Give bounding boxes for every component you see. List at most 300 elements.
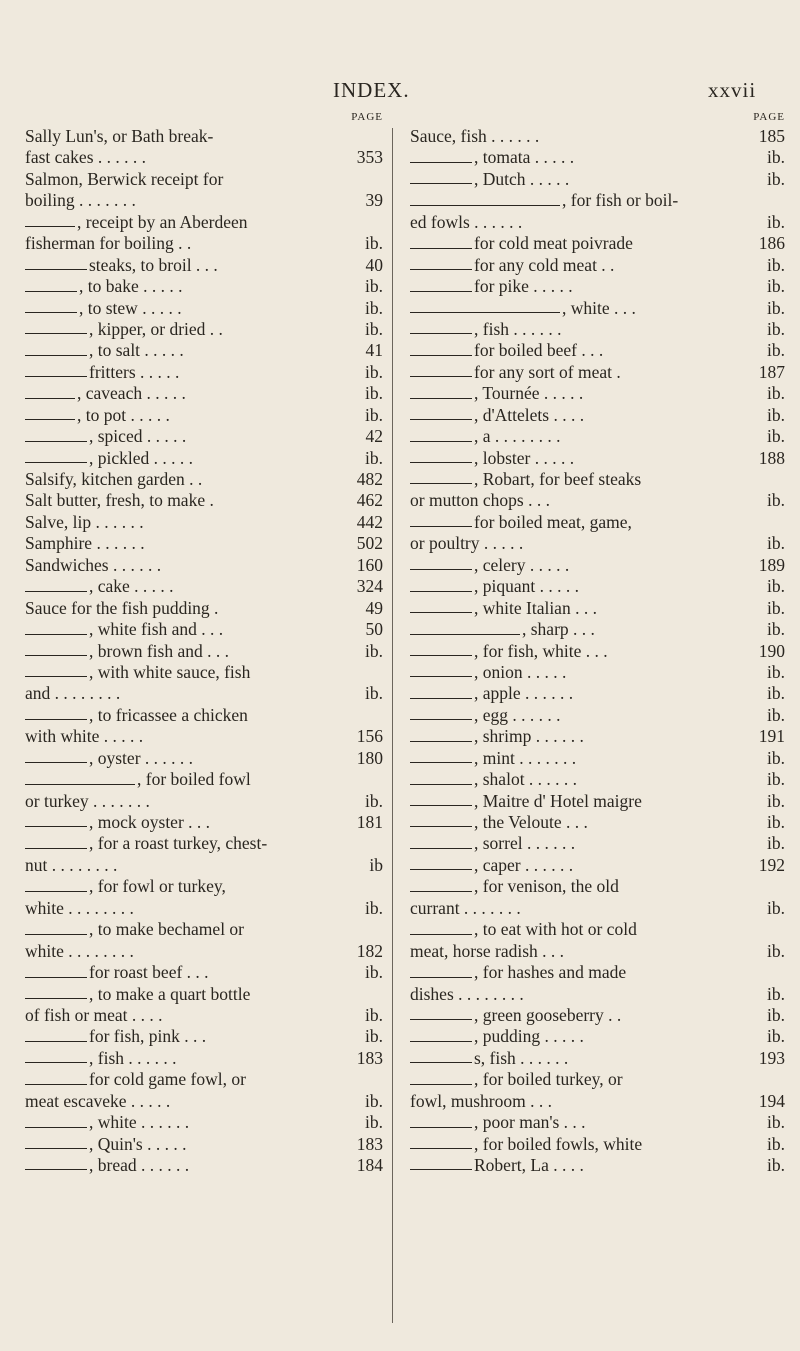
index-entry [25,748,383,769]
entry-text [25,962,349,983]
entry-text [410,598,751,619]
entry-text [25,1069,349,1090]
entry-page-ref: ib. [767,490,785,511]
ditto-dash [410,569,472,570]
entry-text [410,169,751,190]
entry-page-ref: ib. [365,318,383,339]
entry-label: , receipt by an Aberdeen [77,211,248,232]
entry-text [25,941,349,962]
entry-label: or poultry . . . . . [410,533,524,554]
entry-label: , for hashes and made [474,962,627,983]
entry-page-ref: 39 [365,190,383,211]
entry-text [25,769,349,790]
entry-page-ref: ib. [365,233,383,254]
entry-page-ref: ib. [767,619,785,640]
index-entry [410,255,785,276]
index-entry [410,683,785,704]
entry-page-ref: 192 [758,854,785,875]
entry-text [410,833,751,854]
index-entry [25,233,383,254]
entry-page-ref: ib. [767,211,785,232]
index-entry [410,662,785,683]
index-entry [25,190,383,211]
entry-label: for boiled beef . . . [474,340,604,361]
entry-label: , for venison, the old [474,876,619,897]
index-entry [25,576,383,597]
ditto-dash [25,784,135,785]
entry-page-ref: ib. [767,983,785,1004]
entry-page-ref: ib. [767,597,785,618]
ditto-dash [410,869,472,870]
ditto-dash [25,719,87,720]
entry-label: , the Veloute . . . [474,812,588,832]
entry-text [410,1069,751,1090]
entry-page-ref: ib. [365,1090,383,1111]
index-entry [410,769,785,790]
ditto-dash [410,891,472,892]
ditto-dash [410,1019,472,1020]
entry-label: , spiced . . . . . [89,426,187,447]
entry-text [25,448,349,469]
ditto-dash [410,1084,472,1085]
index-entry [410,298,785,319]
entry-text [410,855,751,876]
entry-text [25,1155,349,1176]
entry-page-ref: 183 [356,1133,383,1154]
index-entry [410,919,785,940]
entry-text [410,898,751,919]
entry-page-ref: ib. [767,254,785,275]
index-entry [25,1155,383,1176]
ditto-dash [410,248,472,249]
index-entry [25,941,383,962]
entry-text [410,426,751,447]
ditto-dash [25,462,87,463]
index-entry [410,1005,785,1026]
entry-label: , for fowl or turkey, [89,876,226,897]
ditto-dash [410,762,472,763]
index-entry [410,169,785,190]
ditto-dash [25,226,75,227]
entry-text [410,812,751,833]
ditto-dash [410,741,472,742]
entry-page-ref: ib. [767,276,785,297]
index-entry [25,1026,383,1047]
entry-page-ref: ib. [767,747,785,768]
index-entry [25,705,383,726]
entry-text [25,169,349,190]
entry-text [410,298,751,319]
entry-page-ref: 194 [758,1090,785,1111]
ditto-dash [25,1041,87,1042]
entry-page-ref: ib. [365,276,383,297]
entry-page-ref: 186 [758,233,785,254]
entry-text [25,126,349,147]
entry-label: , with white sauce, fish [89,661,251,682]
entry-text [25,190,349,211]
index-entry [25,683,383,704]
entry-page-ref: ib. [365,962,383,983]
entry-label: Sally Lun's, or Bath break- [25,126,214,146]
entry-text [410,683,751,704]
entry-text [25,1091,349,1112]
entry-label: fast cakes . . . . . . [25,147,147,168]
entry-label: or turkey . . . . . . . [25,790,150,811]
entry-page-ref: 187 [758,361,785,382]
entry-text [410,255,751,276]
entry-label: , pickled . . . . . [89,447,194,468]
entry-page-ref: ib. [365,361,383,382]
entry-label: meat, horse radish . . . [410,940,565,961]
entry-label: ed fowls . . . . . . [410,211,523,232]
entry-text [25,619,349,640]
entry-page-ref: 50 [365,619,383,640]
entry-page-ref: 49 [365,597,383,618]
entry-label: , Maitre d' Hotel maigre [474,790,642,811]
index-entry [410,126,785,147]
entry-text [25,255,349,276]
index-entry [25,1091,383,1112]
entry-page-ref: ib. [365,297,383,318]
entry-text [25,319,349,340]
right-column [410,108,785,1176]
entry-text [410,576,751,597]
ditto-dash [25,355,87,356]
index-entry [410,576,785,597]
entry-label: , bread . . . . . . [89,1155,190,1175]
entry-text [410,641,751,662]
entry-text [410,362,751,383]
entry-label: , poor man's . . . [474,1112,586,1133]
ditto-dash [410,441,472,442]
entry-label: , a . . . . . . . . [474,426,561,447]
index-entry [410,1155,785,1176]
index-entry [25,662,383,683]
entry-text [25,662,349,683]
entry-page-ref: ib. [365,1026,383,1047]
entry-label: , oyster . . . . . . [89,747,194,768]
index-entry [25,126,383,147]
entry-page-ref: ib. [767,383,785,404]
entry-label: , white fish and . . . [89,619,224,640]
entry-page-ref: ib. [767,297,785,318]
index-entry [25,962,383,983]
entry-text [410,941,751,962]
index-entry [410,512,785,533]
right-entry-list [410,126,785,1176]
index-entry [410,1026,785,1047]
entry-text [410,1026,751,1047]
entry-page-ref: 189 [758,554,785,575]
entry-page-ref: 502 [356,533,383,554]
index-entry [410,405,785,426]
entry-page-ref: ib. [365,447,383,468]
entry-label: , Quin's . . . . . [89,1133,187,1154]
entry-text [410,769,751,790]
entry-label: , to fricassee a chicken [89,704,248,725]
index-entry [410,1069,785,1090]
index-entry [25,405,383,426]
index-entry [25,555,383,576]
entry-label: , to eat with hot or cold [474,919,637,940]
ditto-dash [410,848,472,849]
entry-page-ref: ib. [767,1133,785,1154]
entry-page-ref: ib. [365,1112,383,1133]
entry-page-ref: ib. [767,147,785,168]
entry-label: boiling . . . . . . . [25,190,136,211]
ditto-dash [25,655,87,656]
entry-page-ref: 324 [356,576,383,597]
index-entry [25,255,383,276]
entry-label: Salmon, Berwick receipt for [25,168,224,189]
ditto-dash [410,826,472,827]
ditto-dash [410,1041,472,1042]
entry-label: , d'Attelets . . . . [474,404,585,425]
entry-page-ref: 184 [356,1155,383,1175]
ditto-dash [25,848,87,849]
entry-text [25,340,349,361]
entry-page-ref: 353 [356,147,383,168]
entry-text [25,1026,349,1047]
entry-label: for roast beef . . . [89,962,209,983]
entry-text [410,319,751,340]
entry-label: Salve, lip . . . . . . [25,511,144,532]
entry-label: , mint . . . . . . . [474,747,577,768]
entry-text [410,340,751,361]
entry-label: , for a roast turkey, chest- [89,833,268,854]
ditto-dash [410,719,472,720]
index-entry [25,147,383,168]
entry-label: , for fish, white . . . [474,640,608,661]
entry-label: , for boiled turkey, or [474,1069,623,1090]
ditto-dash [25,1127,87,1128]
entry-text [410,1048,751,1069]
ditto-dash [25,312,77,313]
index-entry [25,812,383,833]
entry-label: Sauce, fish . . . . . . [410,126,540,146]
index-entry [25,876,383,897]
entry-page-ref: 191 [758,726,785,747]
index-entry [410,448,785,469]
entry-page-ref: ib. [767,769,785,790]
entry-label: Sandwiches . . . . . . [25,554,162,575]
entry-text [25,876,349,897]
index-entry [410,876,785,897]
index-entry [25,362,383,383]
ditto-dash [410,676,472,677]
entry-text [410,662,751,683]
index-entry [410,855,785,876]
entry-text [410,405,751,426]
ditto-dash [25,291,77,292]
entry-text [410,383,751,404]
index-entry [25,898,383,919]
index-entry [410,748,785,769]
entry-page-ref: ib. [767,1112,785,1133]
ditto-dash [410,162,472,163]
ditto-dash [410,183,472,184]
entry-page-ref: ib. [767,683,785,704]
index-entry [25,984,383,1005]
entry-label: , shalot . . . . . . [474,769,578,790]
entry-page-ref: ib. [767,533,785,554]
ditto-dash [410,526,472,527]
entry-text [410,726,751,747]
index-entry [410,426,785,447]
entry-page-ref: ib. [365,640,383,661]
entry-label: , mock oyster . . . [89,812,211,832]
entry-text [25,726,349,747]
entry-text [25,919,349,940]
entry-label: for cold game fowl, or [89,1069,246,1090]
ditto-dash [410,376,472,377]
left-entry-list [25,126,383,1176]
entry-text [410,126,751,147]
entry-text [25,683,349,704]
entry-text [25,598,349,619]
index-entry [410,319,785,340]
index-entry [410,490,785,511]
entry-text [410,469,751,490]
entry-page-ref: 482 [356,469,383,489]
index-entry [410,791,785,812]
index-entry [25,469,383,490]
index-entry [25,212,383,233]
ditto-dash [410,291,472,292]
ditto-dash [25,333,87,334]
entry-page-ref: 188 [758,447,785,468]
index-entry [410,641,785,662]
entry-label: , onion . . . . . [474,661,567,682]
entry-label: Salsify, kitchen garden . . [25,469,203,489]
entry-text [410,276,751,297]
entry-text [410,919,751,940]
entry-page-ref: 190 [758,640,785,661]
ditto-dash [410,698,472,699]
entry-page-ref: 40 [365,254,383,275]
entry-text [25,469,349,490]
index-entry [25,298,383,319]
entry-text [25,233,349,254]
entry-text [410,512,751,533]
entry-page-ref: 193 [758,1047,785,1068]
entry-label: , shrimp . . . . . . [474,726,584,747]
entry-label: , Tournée . . . . . [474,383,584,404]
entry-label: of fish or meat . . . . [25,1004,163,1025]
entry-page-ref: ib. [767,940,785,961]
entry-label: fisherman for boiling . . [25,233,192,254]
entry-page-ref: ib. [767,1004,785,1025]
entry-page-ref: ib. [365,1004,383,1025]
index-entry [410,469,785,490]
ditto-dash [410,462,472,463]
entry-label: , white . . . . . . [89,1112,190,1133]
entry-label: , to pot . . . . . [77,404,170,425]
ditto-dash [25,826,87,827]
entry-text [25,147,349,168]
entry-label: , lobster . . . . . [474,447,575,468]
ditto-dash [25,634,87,635]
entry-label: for cold meat poivrade [474,233,633,254]
ditto-dash [25,398,75,399]
entry-text [410,233,751,254]
ditto-dash [410,612,472,613]
entry-label: s, fish . . . . . . [474,1047,569,1068]
entry-text [25,362,349,383]
index-entry [25,619,383,640]
index-entry [410,276,785,297]
entry-page-ref: ib. [767,404,785,425]
entry-text [410,147,751,168]
entry-label: , to stew . . . . . [79,297,182,318]
entry-label: Salt butter, fresh, to make . [25,490,214,511]
entry-label: for fish, pink . . . [89,1026,207,1047]
entry-text [410,212,751,233]
entry-text [410,984,751,1005]
entry-label: white . . . . . . . . [25,940,134,961]
entry-page-ref: ib. [767,704,785,725]
entry-label: , to make a quart bottle [89,983,251,1004]
entry-page-ref: ib. [365,383,383,404]
page-column-label: PAGE [753,111,785,123]
entry-page-ref: ib. [365,404,383,425]
ditto-dash [410,333,472,334]
index-entry [25,533,383,554]
entry-text [25,1005,349,1026]
entry-label: , sharp . . . [522,619,595,640]
entry-page-ref: 183 [356,1047,383,1068]
entry-label: , brown fish and . . . [89,640,229,661]
entry-text [25,898,349,919]
entry-label: or mutton chops . . . [410,490,550,511]
entry-label: , kipper, or dried . . [89,318,223,339]
index-entry [25,383,383,404]
index-entry [25,855,383,876]
entry-text [410,876,751,897]
index-entry [410,233,785,254]
entry-label: , caveach . . . . . [77,383,186,404]
entry-label: and . . . . . . . . [25,683,121,704]
index-entry [25,726,383,747]
index-entry [410,1091,785,1112]
entry-label: , apple . . . . . . [474,683,574,704]
entry-page-ref: ib. [767,318,785,339]
index-entry [25,276,383,297]
entry-page-ref: 181 [356,812,383,832]
entry-page-ref: ib. [767,790,785,811]
entry-label: , cake . . . . . [89,576,174,597]
entry-text [25,212,349,233]
ditto-dash [410,312,560,313]
index-entry [410,147,785,168]
ditto-dash [410,784,472,785]
ditto-dash [410,977,472,978]
entry-label: , for fish or boil- [562,190,679,211]
entry-label: Samphire . . . . . . [25,533,145,554]
entry-text [25,1134,349,1155]
index-entry [25,169,383,190]
index-entry [410,212,785,233]
ditto-dash [25,977,87,978]
entry-text [25,812,349,833]
ditto-dash [410,1062,472,1063]
entry-label: dishes . . . . . . . . [410,983,524,1004]
ditto-dash [410,934,472,935]
index-entry [410,705,785,726]
ditto-dash [410,634,520,635]
entry-label: , to salt . . . . . [89,340,184,361]
entry-text [25,555,349,576]
